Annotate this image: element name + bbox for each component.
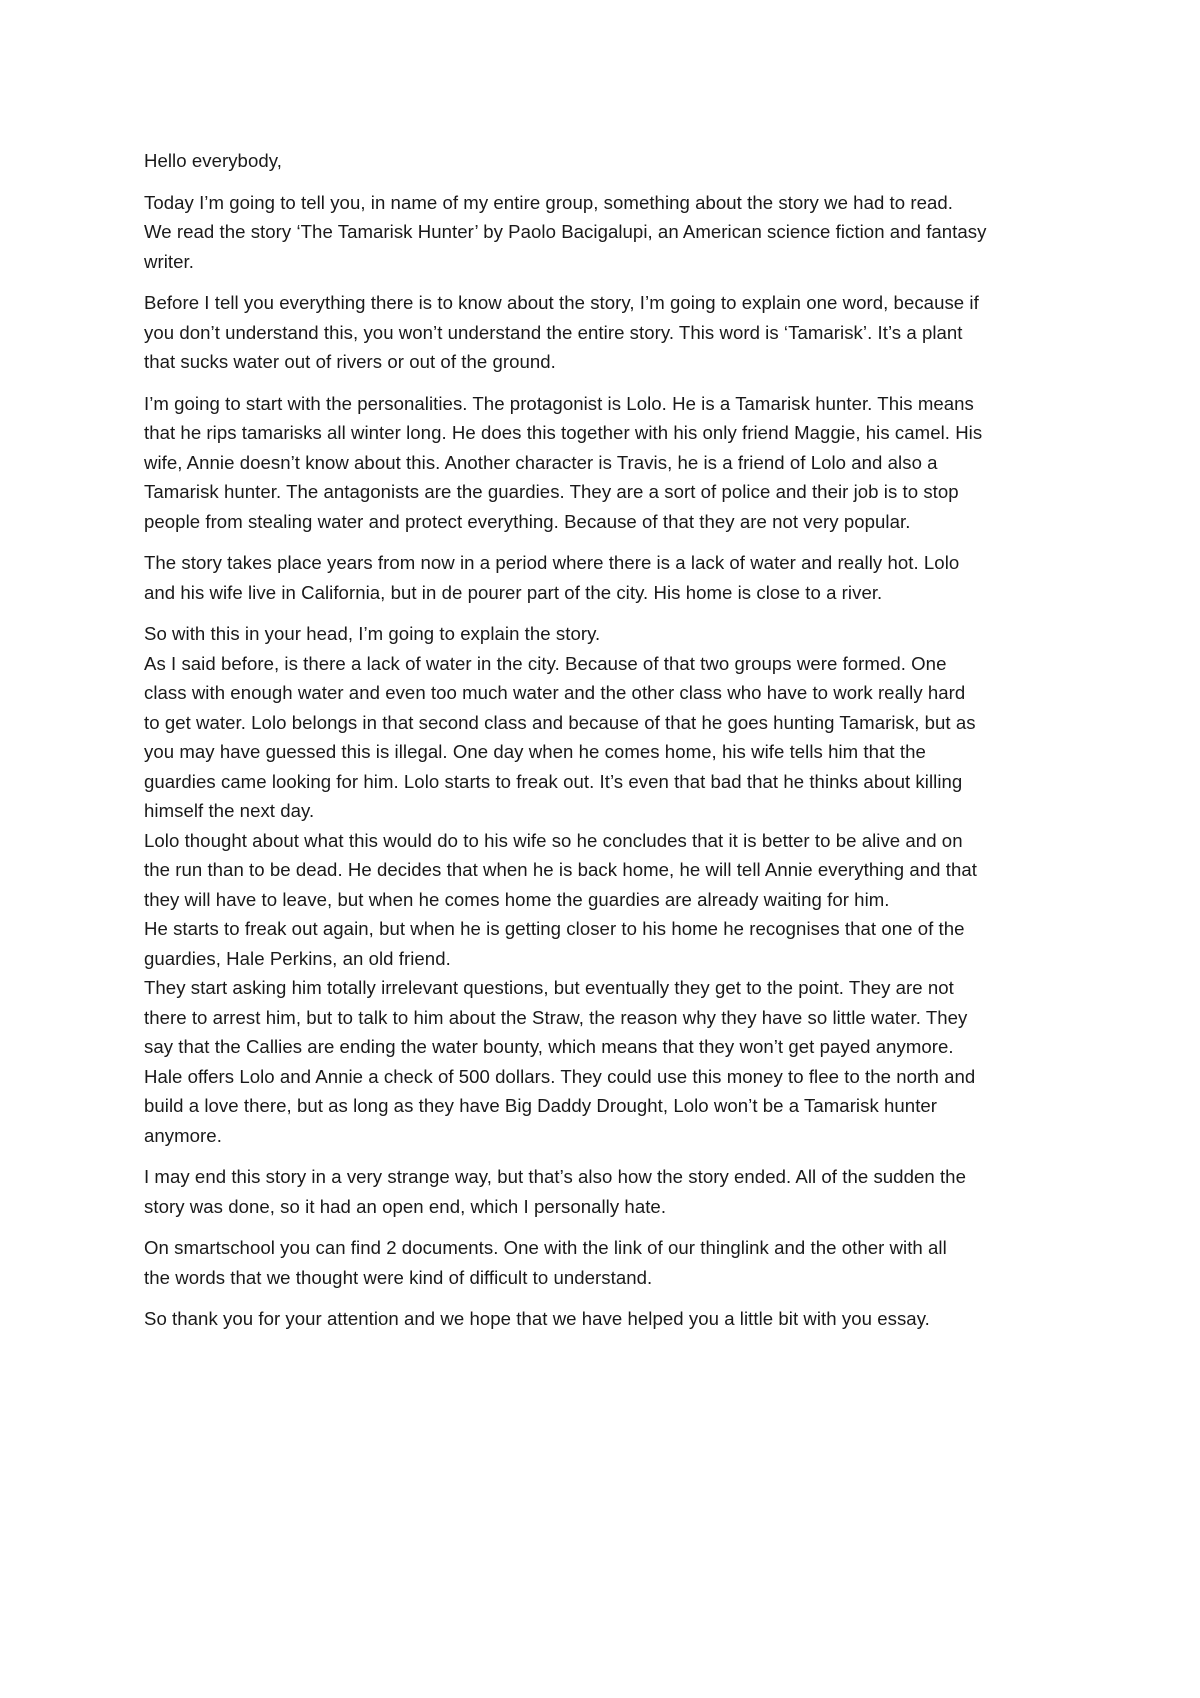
paragraph-12 <box>144 1233 1064 1292</box>
text-line: there to arrest him, but to talk to him about the Straw, the reason why they have so little water. They <box>144 1006 968 1028</box>
text-line: to get water. Lolo belongs in that second class and because of that he goes hunting Tamarisk, but as <box>144 711 976 733</box>
text-line: you don’t understand this, you won’t understand the entire story. This word is ‘Tamarisk’. It’s a plant <box>144 321 963 343</box>
text-line: They start asking him totally irrelevant questions, but eventually they get to the point. They are not <box>144 977 954 998</box>
paragraph-1 <box>144 146 1064 176</box>
text-line: build a love there, but as long as they have Big Daddy Drought, Lolo won’t be a Tamarisk hunter <box>144 1095 938 1116</box>
text-line: that sucks water out of rivers or out of the ground. <box>144 351 556 372</box>
text-line: Before I tell you everything there is to know about the story, I’m going to explain one word, because if <box>144 292 979 313</box>
paragraph-10 <box>144 973 1064 1150</box>
text-line: the run than to be dead. He decides that when he is back home, he will tell Annie everything and that <box>144 859 978 880</box>
text-line: I may end this story in a very strange way, but that’s also how the story ended. All of the sudden the <box>144 1166 966 1187</box>
text-line: Tamarisk hunter. The antagonists are the guardies. They are a sort of police and their job is to stop <box>144 481 959 502</box>
paragraph-6 <box>144 619 1064 649</box>
paragraph-11 <box>144 1162 1064 1221</box>
text-line: they will have to leave, but when he comes home the guardies are already waiting for him. <box>144 888 890 910</box>
text-line: guardies, Hale Perkins, an old friend. <box>144 947 451 969</box>
text-line: So with this in your head, I’m going to explain the story. <box>144 623 601 644</box>
text-line: Hello everybody, <box>144 150 282 171</box>
text-line: On smartschool you can find 2 documents. One with the link of our thinglink and the other with all <box>144 1237 947 1258</box>
text-line: The story takes place years from now in a period where there is a lack of water and really hot. Lolo <box>144 552 960 573</box>
document-body <box>144 146 1064 1346</box>
paragraph-3 <box>144 288 1064 377</box>
text-line: I’m going to start with the personalities. The protagonist is Lolo. He is a Tamarisk hunter. This means <box>144 392 974 414</box>
paragraph-9 <box>144 914 1064 973</box>
text-line: Today I’m going to tell you, in name of my entire group, something about the story we had to read. <box>144 191 954 213</box>
text-line: story was done, so it had an open end, which I personally hate. <box>144 1195 667 1217</box>
paragraph-7 <box>144 649 1064 826</box>
text-line: say that the Callies are ending the water bounty, which means that they won’t get payed anymore. <box>144 1036 954 1057</box>
text-line: wife, Annie doesn’t know about this. Another character is Travis, he is a friend of Lolo and also a <box>144 451 938 473</box>
text-line: Lolo thought about what this would do to his wife so he concludes that it is better to be alive and on <box>144 829 963 851</box>
text-line: himself the next day. <box>144 800 315 821</box>
text-line: writer. <box>144 250 194 272</box>
text-line: that he rips tamarisks all winter long. He does this together with his only friend Maggie, his camel. His <box>144 422 983 443</box>
text-line: We read the story ‘The Tamarisk Hunter’ by Paolo Bacigalupi, an American science fiction and fantasy <box>144 221 987 242</box>
text-line: As I said before, is there a lack of water in the city. Because of that two groups were formed. One <box>144 652 947 674</box>
paragraph-4 <box>144 389 1064 537</box>
paragraph-8 <box>144 826 1064 915</box>
text-line: and his wife live in California, but in de pourer part of the city. His home is close to a river. <box>144 581 883 603</box>
paragraph-5 <box>144 548 1064 607</box>
text-line: you may have guessed this is illegal. One day when he comes home, his wife tells him that the <box>144 741 926 762</box>
paragraph-2 <box>144 188 1064 277</box>
paragraph-13 <box>144 1304 1064 1334</box>
text-line: class with enough water and even too much water and the other class who have to work really hard <box>144 682 966 703</box>
text-line: Hale offers Lolo and Annie a check of 500 dollars. They could use this money to flee to the north and <box>144 1065 976 1087</box>
text-line: the words that we thought were kind of difficult to understand. <box>144 1266 653 1288</box>
text-line: So thank you for your attention and we hope that we have helped you a little bit with you essay. <box>144 1308 930 1329</box>
text-line: anymore. <box>144 1124 222 1146</box>
text-line: guardies came looking for him. Lolo starts to freak out. It’s even that bad that he thinks about killing <box>144 770 963 792</box>
text-line: He starts to freak out again, but when he is getting closer to his home he recognises that one of the <box>144 918 965 939</box>
text-line: people from stealing water and protect everything. Because of that they are not very popular. <box>144 510 911 532</box>
